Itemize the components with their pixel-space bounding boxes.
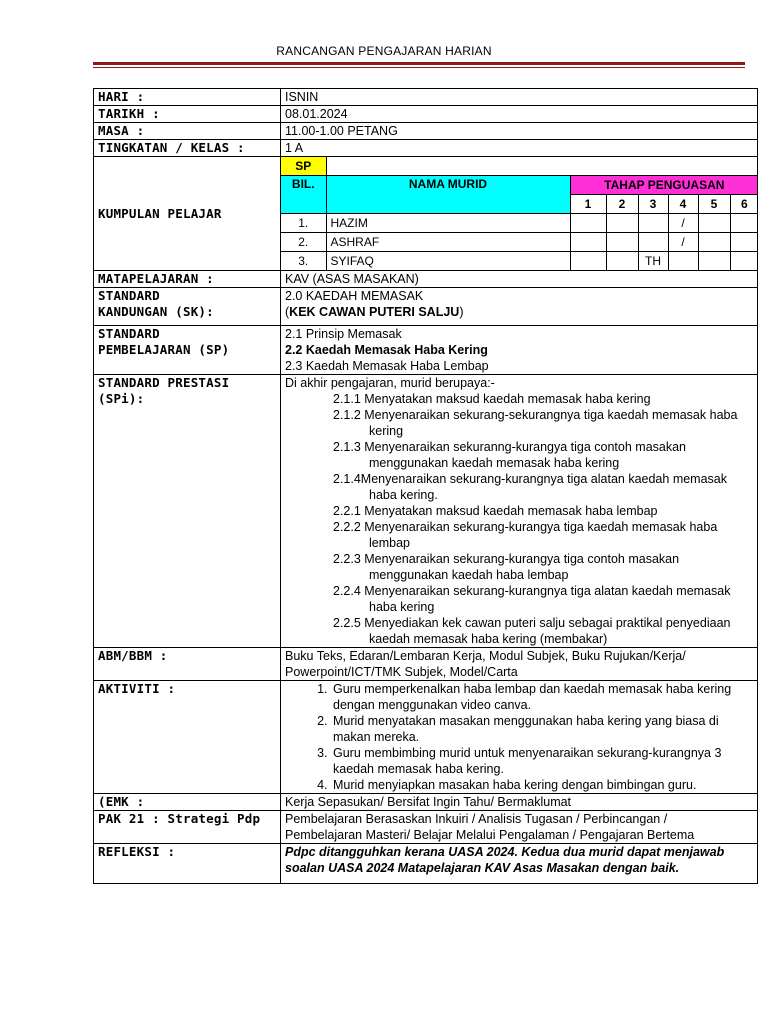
mark-cell: [730, 252, 758, 271]
sk-line1: 2.0 KAEDAH MEMASAK: [285, 289, 424, 303]
label-sp-line1: STANDARD: [98, 326, 160, 341]
spi-item: 2.2.2 Menyenaraikan sekurang-kurangya tiga kaedah memasak haba: [333, 520, 718, 534]
label-spi-line2: (SPi):: [98, 391, 145, 406]
row-hari: [94, 89, 758, 106]
value-spi: [281, 375, 758, 648]
mark-cell: [668, 252, 698, 271]
mark-cell: [730, 214, 758, 233]
mark-cell: [570, 214, 606, 233]
mark-cell: [606, 214, 638, 233]
label-tingkatan: TINGKATAN / KELAS :: [94, 140, 281, 157]
sk-line2: [285, 304, 753, 320]
label-spi: [94, 375, 281, 648]
spi-item: 2.1.2 Menyenaraikan sekurang-sekurangnya tiga kaedah memasak haba: [333, 408, 738, 422]
student-row: [281, 233, 758, 252]
label-pak21: PAK 21 : Strategi Pdp: [94, 811, 281, 844]
label-sp-line2: PEMBELAJARAN (SP): [98, 342, 230, 357]
sk-bold-title: KEK CAWAN PUTERI SALJU: [289, 305, 460, 319]
row-pak21: [94, 811, 758, 844]
pak21-line1: Pembelajaran Berasaskan Inkuiri / Analisis Tugasan / Perbincangan /: [285, 812, 668, 826]
abm-line2: Powerpoint/ICT/TMK Subjek, Model/Carta: [285, 665, 518, 679]
spi-item: 2.1.4Menyenaraikan sekurang-kurangnya tiga alatan kaedah memasak: [333, 472, 727, 486]
student-row: [281, 252, 758, 271]
student-name: HAZIM: [326, 214, 570, 233]
spi-item: 2.2.5 Menyediakan kek cawan puteri salju sebagai praktikal penyediaan: [333, 616, 731, 630]
value-abm: [281, 648, 758, 681]
value-masa: 11.00-1.00 PETANG: [281, 123, 758, 140]
activity-item: 4. Murid menyiapkan masakan haba kering dengan bimbingan guru.: [331, 777, 753, 793]
label-emk: (EMK :: [94, 794, 281, 811]
label-matapelajaran: MATAPELAJARAN :: [94, 271, 281, 288]
row-sk: [94, 288, 758, 326]
nama-header: NAMA MURID: [326, 176, 570, 214]
label-aktiviti: AKTIVITI :: [94, 681, 281, 794]
row-kumpulan: [94, 157, 758, 271]
header-rule-thin: [93, 67, 745, 68]
row-abm: [94, 648, 758, 681]
row-masa: [94, 123, 758, 140]
mark-cell: [606, 233, 638, 252]
value-emk: Kerja Sepasukan/ Bersifat Ingin Tahu/ Bermaklumat: [281, 794, 758, 811]
value-pak21: [281, 811, 758, 844]
spi-item-cont: haba kering: [369, 600, 435, 614]
spi-item-cont: menggunakan kaedah haba lembap: [369, 568, 569, 582]
label-masa: MASA :: [94, 123, 281, 140]
page-header: RANCANGAN PENGAJARAN HARIAN: [276, 44, 492, 58]
sp-line2: 2.2 Kaedah Memasak Haba Kering: [285, 343, 488, 357]
spi-item: 2.1.3 Menyenaraikan sekuranng-kurangya tiga contoh masakan: [333, 440, 686, 454]
mark-cell: [730, 233, 758, 252]
mark-cell: [698, 252, 730, 271]
label-refleksi: REFLEKSI :: [94, 844, 281, 884]
header-rule: [93, 62, 745, 65]
student-table: [281, 157, 758, 270]
label-tarikh: TARIKH :: [94, 106, 281, 123]
spi-item: 2.1.1 Menyatakan maksud kaedah memasak haba kering: [333, 392, 651, 406]
mark-cell: [638, 233, 668, 252]
row-spi: [94, 375, 758, 648]
mark-cell: [638, 214, 668, 233]
sk-paren-open: (: [285, 305, 290, 319]
pak21-line2: Pembelajaran Masteri/ Belajar Melalui Pengalaman / Pengajaran Bertema: [285, 828, 695, 842]
spi-item: 2.2.3 Menyenaraikan sekurang-kurangya tiga contoh masakan: [333, 552, 680, 566]
spi-item-cont: lembap: [369, 536, 410, 550]
level-4: 4: [668, 195, 698, 214]
row-tingkatan: [94, 140, 758, 157]
abm-line1: Buku Teks, Edaran/Lembaran Kerja, Modul Subjek, Buku Rujukan/Kerja/: [285, 649, 686, 663]
row-matapelajaran: [94, 271, 758, 288]
activity-item: 2. Murid menyatakan masakan menggunakan haba kering yang biasa di makan mereka.: [331, 713, 753, 745]
mark-cell: TH: [638, 252, 668, 271]
label-kumpulan: KUMPULAN PELAJAR: [94, 157, 281, 271]
student-bil: 1.: [281, 214, 326, 233]
refleksi-line1: Pdpc ditangguhkan kerana UASA 2024. Kedua dua murid dapat menjawab: [285, 845, 725, 859]
mark-cell: [570, 252, 606, 271]
refleksi-line2: soalan UASA 2024 Matapelajaran KAV Asas Masakan dengan baik.: [285, 861, 680, 875]
spi-item: 2.2.4 Menyenaraikan sekurang-kurangnya tiga alatan kaedah memasak: [333, 584, 731, 598]
student-group-cell: [281, 157, 758, 271]
spi-item-cont: kering: [369, 424, 404, 438]
label-spi-line1: STANDARD PRESTASI: [98, 375, 230, 390]
row-tarikh: [94, 106, 758, 123]
label-sk: [94, 288, 281, 326]
label-sk-line2: KANDUNGAN (SK):: [98, 304, 214, 319]
level-1: 1: [570, 195, 606, 214]
value-refleksi: [281, 844, 758, 884]
value-aktiviti: [281, 681, 758, 794]
row-aktiviti: [94, 681, 758, 794]
student-name: ASHRAF: [326, 233, 570, 252]
spi-item-cont: kaedah memasak haba kering (membakar): [369, 632, 608, 646]
student-bil: 2.: [281, 233, 326, 252]
level-5: 5: [698, 195, 730, 214]
bil-header: BIL.: [281, 176, 326, 214]
activity-list: [285, 681, 753, 793]
mark-cell: [698, 233, 730, 252]
sp-line1: 2.1 Prinsip Memasak: [285, 327, 402, 341]
spi-item-cont: haba kering.: [369, 488, 438, 502]
level-3: 3: [638, 195, 668, 214]
sp-tag: SP: [281, 157, 326, 176]
row-refleksi: [94, 844, 758, 884]
label-sk-line1: STANDARD: [98, 288, 160, 303]
spi-intro: Di akhir pengajaran, murid berupaya:-: [285, 376, 495, 390]
student-row: [281, 214, 758, 233]
row-sp: [94, 326, 758, 375]
tahap-header: TAHAP PENGUASAN: [570, 176, 758, 195]
spi-item-cont: menggunakan kaedah memasak haba kering: [369, 456, 620, 470]
value-tarikh: 08.01.2024: [281, 106, 758, 123]
sk-paren-close: ): [459, 305, 464, 319]
level-2: 2: [606, 195, 638, 214]
value-sk: [281, 288, 758, 326]
value-tingkatan: 1 A: [281, 140, 758, 157]
mark-cell: [606, 252, 638, 271]
mark-cell: /: [668, 233, 698, 252]
label-sp: [94, 326, 281, 375]
activity-item: 1. Guru memperkenalkan haba lembap dan kaedah memasak haba kering dengan menggunakan video canva.: [331, 681, 753, 713]
spi-item: 2.2.1 Menyatakan maksud kaedah memasak haba lembap: [333, 504, 658, 518]
activity-item: 3. Guru membimbing murid untuk menyenaraikan sekurang-kurangnya 3 kaedah memasak haba kering.: [331, 745, 753, 777]
value-matapelajaran: KAV (ASAS MASAKAN): [281, 271, 758, 288]
row-emk: [94, 794, 758, 811]
mark-cell: /: [668, 214, 698, 233]
label-hari: HARI :: [94, 89, 281, 106]
student-name: SYIFAQ: [326, 252, 570, 271]
student-bil: 3.: [281, 252, 326, 271]
blank-cell: [326, 157, 758, 176]
mark-cell: [698, 214, 730, 233]
mark-cell: [570, 233, 606, 252]
lesson-plan-table: [93, 88, 758, 884]
value-sp: [281, 326, 758, 375]
level-6: 6: [730, 195, 758, 214]
sp-line3: 2.3 Kaedah Memasak Haba Lembap: [285, 359, 489, 373]
value-hari: ISNIN: [281, 89, 758, 106]
label-abm: ABM/BBM :: [94, 648, 281, 681]
